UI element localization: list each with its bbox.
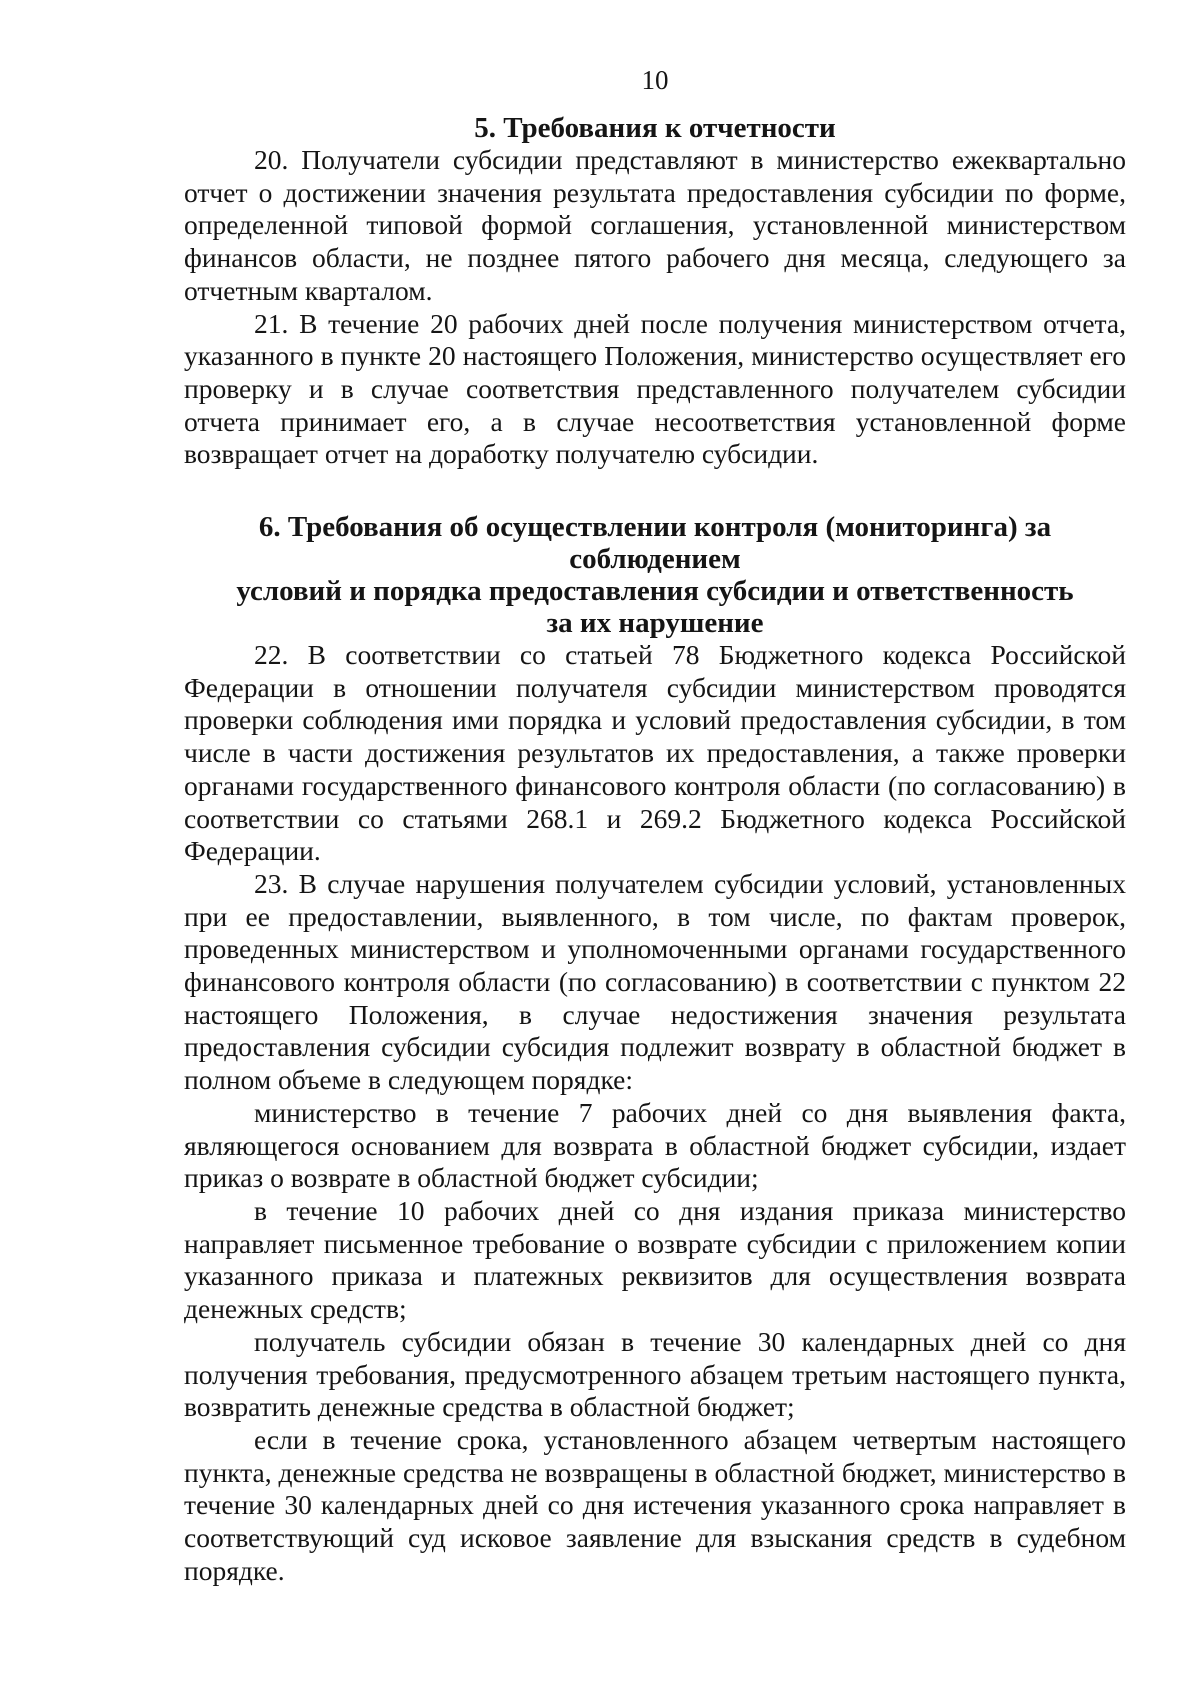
paragraph-23-step-3: получатель субсидии обязан в течение 30 календарных дней со дня получения требования, предусмотренного абзацем третьим настоящего пункта, возвратить денежные средства в областной бюджет; (184, 1325, 1126, 1423)
section-6-title-line-1: 6. Требования об осуществлении контроля (мониторинга) за соблюдением (258, 511, 1052, 576)
section-6-title-line-2: условий и порядка предоставления субсидии и ответственность (236, 575, 1074, 608)
paragraph-23-step-4: если в течение срока, установленного абзацем четвертым настоящего пункта, денежные средства не возвращены в областной бюджет, министерство в течение 30 календарных дней со дня истечения указанного срока направляет в соответствующий суд исковое заявление для взыскания средств в судебном порядке. (184, 1423, 1126, 1586)
paragraph-20: 20. Получатели субсидии представляют в министерство ежеквартально отчет о достижении значения результата предоставления субсидии по форме, определенной типовой формой соглашения, установленной министерством финансов области, не позднее пятого рабочего дня месяца, следующего за отчетным кварталом. (184, 144, 1126, 306)
paragraph-23-step-2: в течение 10 рабочих дней со дня издания приказа министерство направляет письменное требование о возврате субсидии с приложением копии указанного приказа и платежных реквизитов для осуществления возврата денежных средств; (184, 1194, 1126, 1325)
section-5-title: 5. Требования к отчетности (474, 112, 836, 144)
document-page (184, 64, 1126, 1587)
paragraph-23: 23. В случае нарушения получателем субсидии условий, установленных при ее предоставлении, выявленного, в том числе, по фактам проверок, проведенных министерством и уполномоченными органами государственного финансового контроля области (по согласованию) в соответствии с пунктом 22 настоящего Положения, в случае недостижения значения результата предоставления субсидии субсидия подлежит возврату в областной бюджет в полном объеме в следующем порядке: (184, 867, 1126, 1096)
page-number: 10 (641, 65, 669, 95)
paragraph-22: 22. В соответствии со статьей 78 Бюджетного кодекса Российской Федерации в отношении получателя субсидии министерством проводятся проверки соблюдения ими порядка и условий предоставления субсидии, в том числе в части достижения результатов их предоставления, а также проверки органами государственного финансового контроля области (по согласованию) в соответствии со статьями 268.1 и 269.2 Бюджетного кодекса Российской Федерации. (184, 639, 1126, 867)
paragraph-23-step-1: министерство в течение 7 рабочих дней со дня выявления факта, являющегося основанием для возврата в областной бюджет субсидии, издает приказ о возврате в областной бюджет субсидии; (184, 1096, 1126, 1194)
paragraph-21: 21. В течение 20 рабочих дней после получения министерством отчета, указанного в пункте 20 настоящего Положения, министерство осуществляет его проверку и в случае соответствия представленного получателем субсидии отчета принимает его, а в случае несоответствия установленной форме возвращает отчет на доработку получателю субсидии. (184, 307, 1126, 470)
section-6-title-line-3: за их нарушение (546, 607, 764, 640)
